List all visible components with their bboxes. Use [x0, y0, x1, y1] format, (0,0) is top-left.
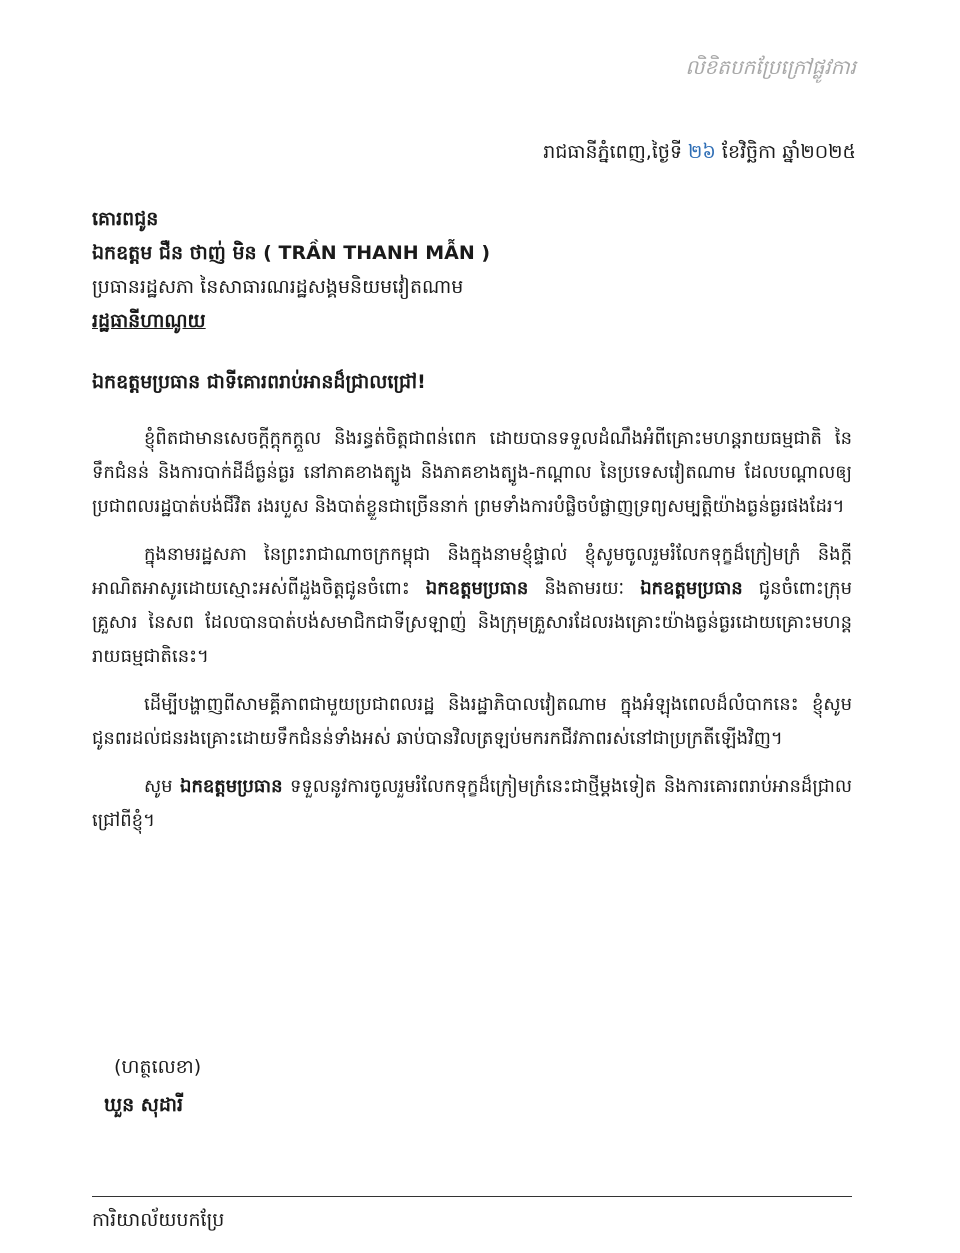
recipient-title: ប្រធានរដ្ឋសភា នៃសាធារណរដ្ឋសង្គមនិយមវៀតណាម: [92, 276, 464, 298]
date-line: [543, 140, 856, 168]
p4-text-c: ទទួលនូវការចូលរួមរំលែកទុក្ខដ៏ក្រៀមក្រំនេះជាថ្មីម្តងទៀត និងការគោរពរាប់អានដ៏ជ្រាលជ្រៅពីខ្ញុំ។: [92, 776, 852, 831]
paragraph-1: ខ្ញុំពិតជាមានសេចក្តីក្តុកក្តួល និងរន្ធត់ចិត្តជាពន់ពេក ដោយបានទទួលដំណឹងអំពីគ្រោះមហន្តរាយធម្មជាតិ នៃទឹកជំនន់ និងការបាក់ដីដ៏ធ្ងន់ធ្ងរ នៅភាគខាងត្បូង និងភាគខាងត្បូង-កណ្តាល នៃប្រទេសវៀតណាម ដែលបណ្តាលឲ្យប្រជាពលរដ្ឋបាត់បង់ជីវិត រងរបួស និងបាត់ខ្លួនជាច្រើននាក់ ព្រមទាំងការបំផ្លិចបំផ្លាញទ្រព្យសម្បត្តិយ៉ាងធ្ងន់ធ្ងរផងដែរ។: [92, 428, 852, 517]
recipient-heading: គោរពជូន: [92, 208, 159, 230]
p2-honorific-1: ឯកឧត្តមប្រធាន: [425, 578, 529, 599]
unofficial-translation-note: លិខិតបកប្រែក្រៅផ្លូវការ: [685, 55, 856, 79]
recipient-block: [92, 202, 872, 338]
p4-honorific: ឯកឧត្តមប្រធាន: [180, 776, 283, 797]
p2-text-e: ជូនចំពោះក្រុមគ្រួសារ នៃសព ដែលបានបាត់បង់សមាជិកជាទីស្រឡាញ់ និងក្រុមគ្រួសារដែលរងគ្រោះយ៉ាងធ្ងន់ធ្ងរដោយគ្រោះមហន្តរាយធម្មជាតិនេះ។: [92, 578, 852, 667]
salutation: ឯកឧត្តមប្រធាន ជាទីគោរពរាប់អានដ៏ជ្រាលជ្រៅ!: [92, 371, 426, 393]
date-suffix: ខែវិច្ឆិកា ឆ្នាំ២០២៥: [715, 141, 856, 163]
p4-text-a: សូម: [144, 776, 181, 797]
paragraph-2: [92, 538, 852, 674]
recipient-city: រដ្ឋធានីហាណូយ: [92, 310, 206, 332]
signatory-name: ឃួន សុដារី: [104, 1094, 183, 1116]
p2-text-a: ក្នុងនាមរដ្ឋសភា នៃព្រះរាជាណាចក្រកម្ពុជា និងក្នុងនាមខ្ញុំផ្ទាល់ ខ្ញុំសូមចូលរួមរំលែកទុក្ខដ៏ក្រៀមក្រំ និងក្តីអាណិតអាសូរដោយស្មោះអស់ពីដួងចិត្តជូនចំពោះ: [92, 544, 852, 599]
signature-block: [104, 1048, 201, 1124]
paragraph-3: ដើម្បីបង្ហាញពីសាមគ្គីភាពជាមួយប្រជាពលរដ្ឋ និងរដ្ឋាភិបាលវៀតណាម ក្នុងអំឡុងពេលដ៏លំបាកនេះ ខ្ញុំសូមជូនពរដល់ជនរងគ្រោះដោយទឹកជំនន់ទាំងអស់ ឆាប់បានវិលត្រឡប់មករកជីវភាពរស់នៅជាប្រក្រតីឡើងវិញ។: [92, 694, 852, 749]
letter-body: [92, 422, 852, 852]
p2-text-c: និងតាមរយៈ: [528, 578, 641, 599]
date-day: ២៦: [688, 141, 716, 163]
recipient-name: ឯកឧត្តម ជឺន ថាញ់ មិន ( TRẦN THANH MẪN ): [92, 242, 491, 264]
signature-placeholder: (ហត្ថលេខា): [114, 1056, 202, 1078]
footer-divider: [92, 1196, 852, 1197]
date-prefix: រាជធានីភ្នំពេញ,ថ្ងៃទី: [543, 141, 689, 163]
p2-honorific-2: ឯកឧត្តមប្រធាន: [640, 578, 743, 599]
footer-office: ការិយាល័យបកប្រែ: [92, 1209, 225, 1231]
paragraph-4: [92, 770, 852, 838]
